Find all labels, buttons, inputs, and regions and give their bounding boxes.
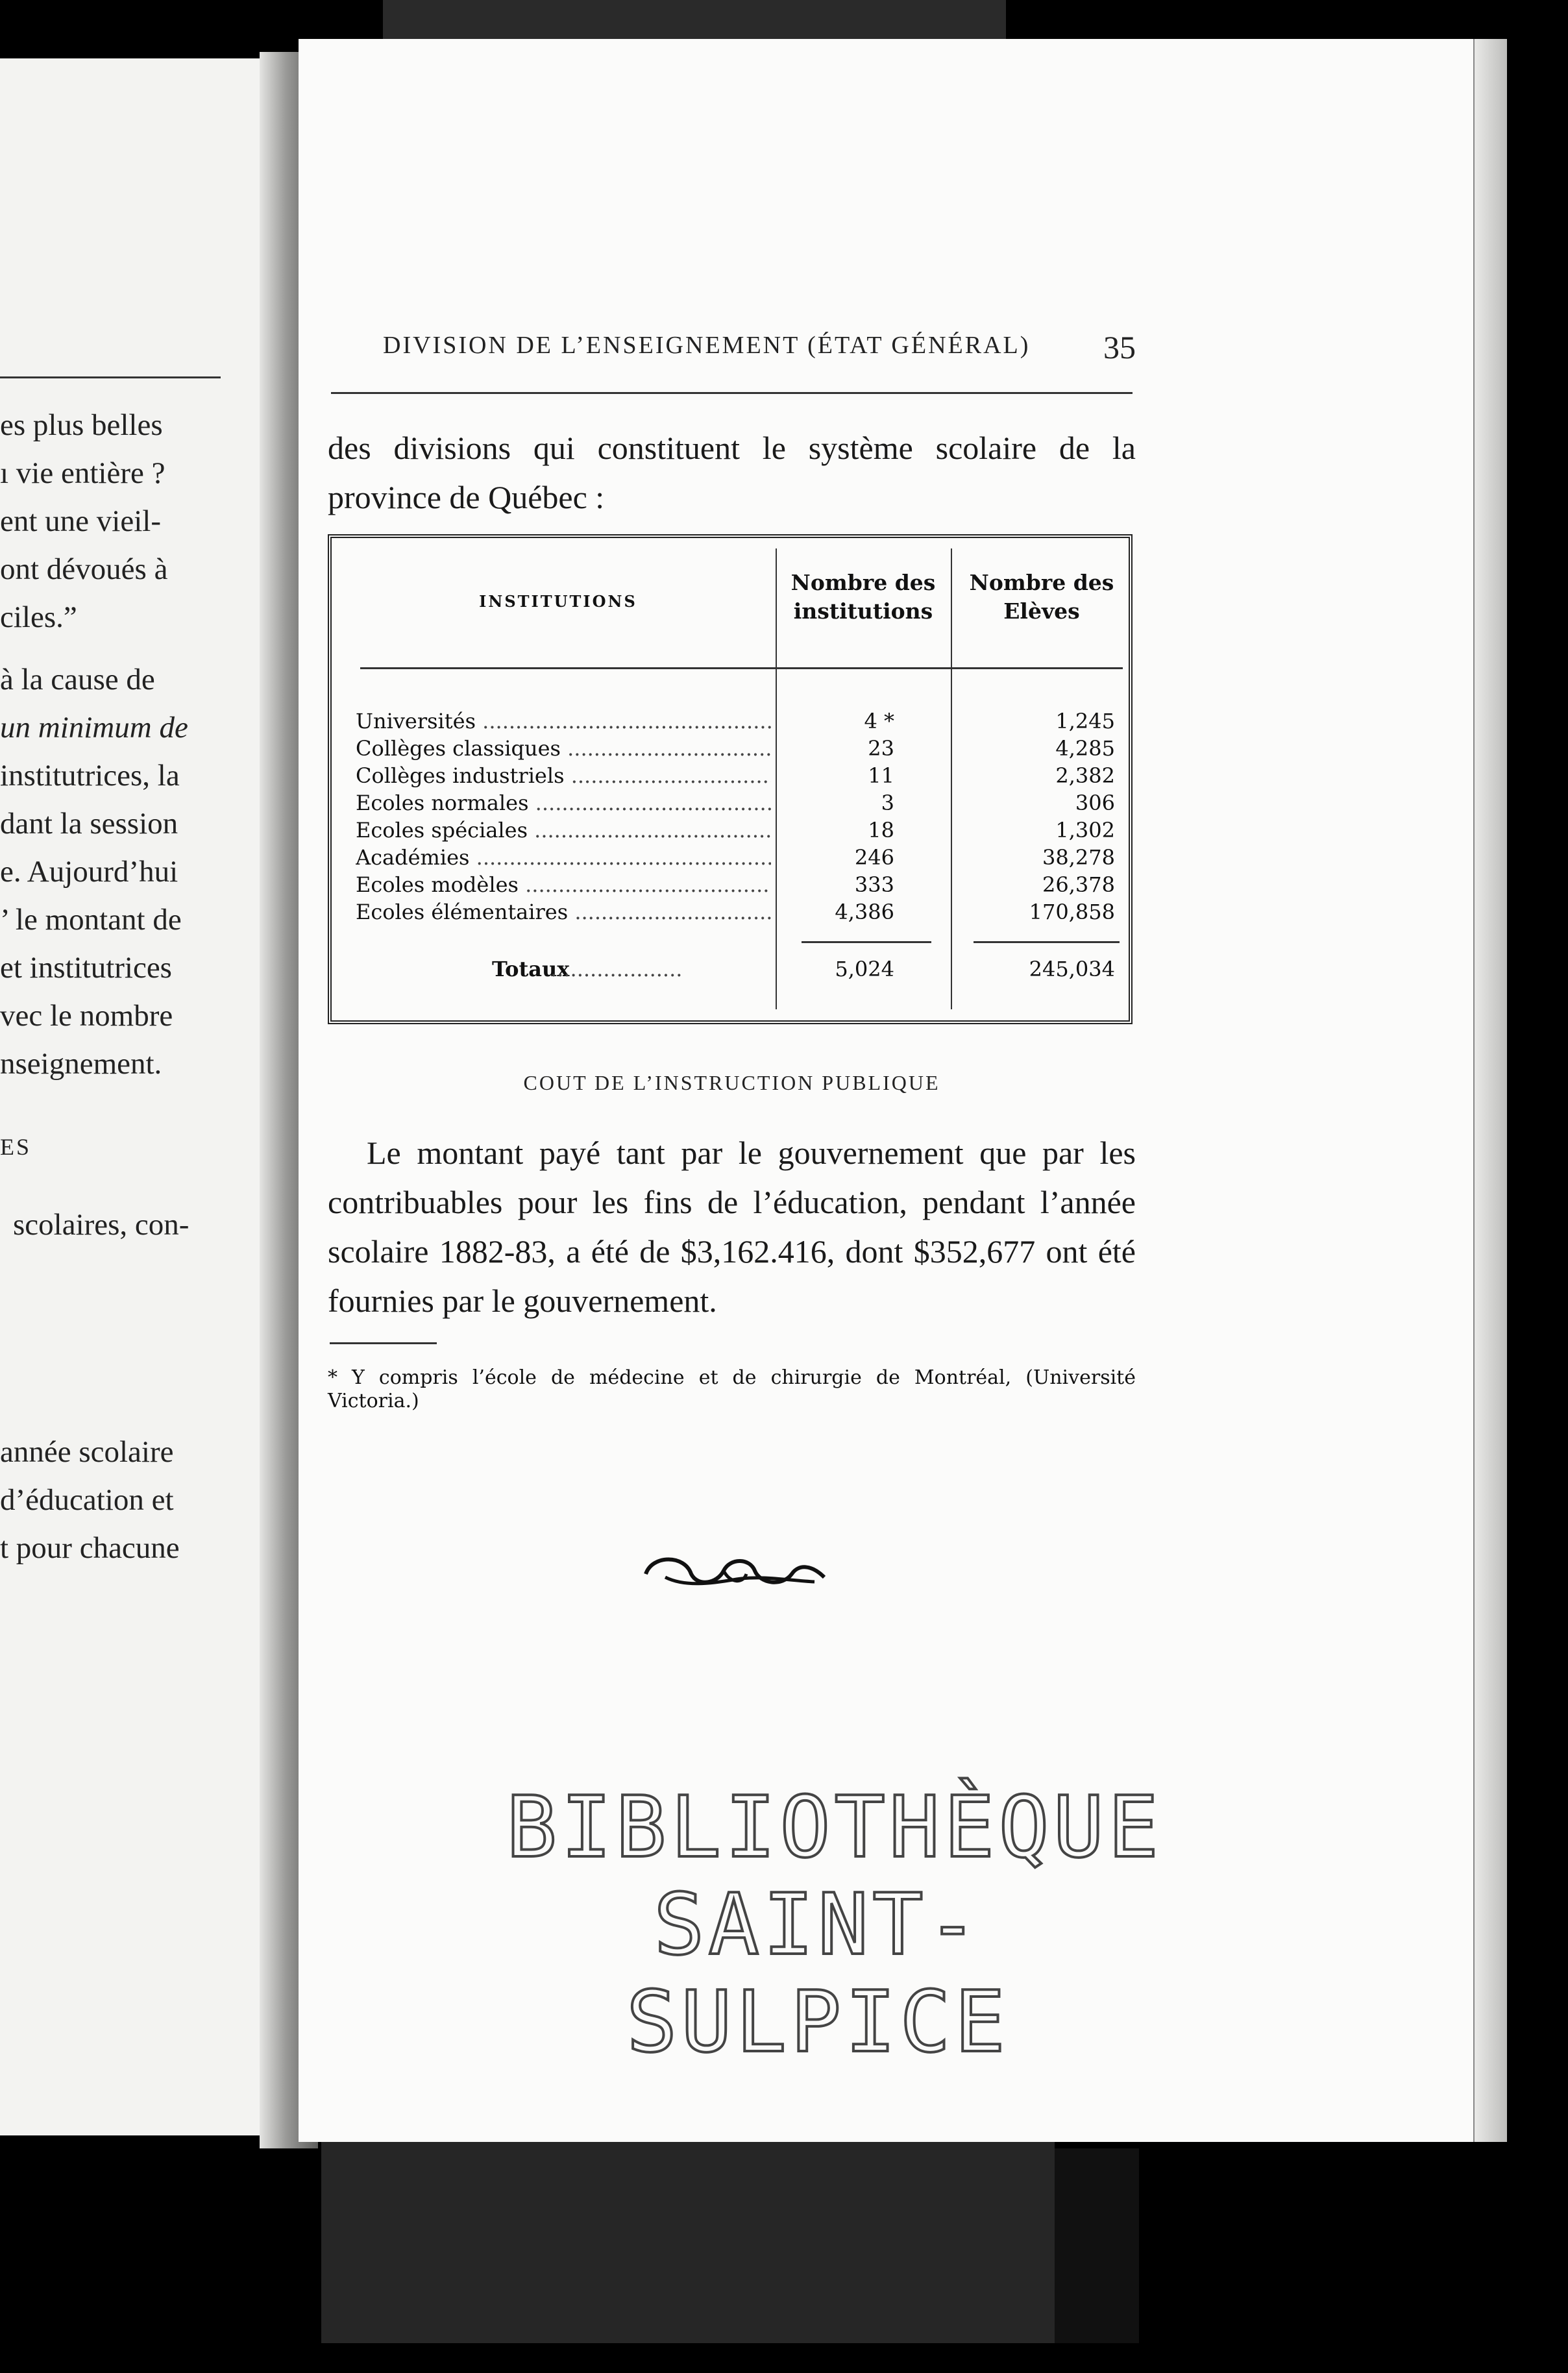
left-page-line: ı vie entière ? <box>0 456 165 490</box>
totals-eleves: 245,034 <box>1029 957 1115 981</box>
row-name: Universités ..... <box>356 707 771 735</box>
row-name: Collèges industriels ..... <box>356 762 771 789</box>
intro-paragraph: des divisions qui constituent le système scolaire de la province de Québec : <box>328 430 1136 515</box>
row-eleves: 1,245 <box>1055 709 1115 733</box>
row-name: Académies ..... <box>356 844 771 871</box>
row-institutions: 11 <box>868 763 894 788</box>
totals-label: Totaux <box>492 957 570 981</box>
row-eleves: 26,378 <box>1042 872 1115 897</box>
right-page-edge <box>1473 39 1507 2142</box>
left-page-line: à la cause de <box>0 663 155 696</box>
column-header-nombre-eleves: Nombre des Elèves <box>969 570 1114 624</box>
row-institutions: 23 <box>868 736 894 761</box>
running-header-title: DIVISION DE L’ENSEIGNEMENT (ÉTAT GÉNÉRAL) <box>383 332 1031 359</box>
left-page-line: institutrices, la <box>0 759 180 793</box>
totals-row <box>356 955 1128 983</box>
table-row <box>356 844 1128 871</box>
ornament-icon <box>639 1548 834 1593</box>
row-eleves: 170,858 <box>1029 900 1115 924</box>
footnote: * Y compris l’école de médecine et de chirurgie de Montréal, (Université Victoria.) <box>328 1366 1136 1412</box>
left-page-line: année scolaire <box>0 1435 174 1469</box>
left-page-line: ont dévoués à <box>0 552 168 586</box>
column-header-institutions: INSTITUTIONS <box>479 592 637 611</box>
table-row <box>356 871 1128 898</box>
row-name: Collèges classiques ..... <box>356 735 771 762</box>
table-row <box>356 762 1128 789</box>
left-page-line: ’ le montant de <box>0 903 182 937</box>
body-paragraph: Le montant payé tant par le gouvernement que par les contribuables pour les fins de l’éducation, pendant l’année scolaire 1882-83, a été de $3,162.416, dont $352,677 ont été fournies par le gouvernement. <box>328 1135 1136 1319</box>
left-page-line: vec le nombre <box>0 999 173 1033</box>
scanner-bottom-strip <box>321 2135 1055 2343</box>
row-eleves: 2,382 <box>1055 763 1115 788</box>
totals-rule-institutions <box>802 941 931 943</box>
totals-institutions: 5,024 <box>835 957 894 981</box>
row-institutions: 4,386 <box>835 900 894 924</box>
row-name: Ecoles modèles ..... <box>356 871 771 898</box>
page-number: 35 <box>1103 329 1136 365</box>
left-page-line: e. Aujourd’hui <box>0 855 178 889</box>
left-page-rule <box>0 376 221 378</box>
table-row <box>356 789 1128 817</box>
left-page-line: ent une vieil- <box>0 504 161 538</box>
table-row <box>356 707 1128 735</box>
row-eleves: 1,302 <box>1055 818 1115 842</box>
row-institutions: 18 <box>868 818 894 842</box>
row-eleves: 38,278 <box>1042 845 1115 870</box>
left-page-line: dant la session <box>0 807 178 841</box>
row-institutions: 333 <box>854 872 894 897</box>
row-name: Ecoles spéciales ..... <box>356 817 771 844</box>
totals-leader: .................... <box>550 957 683 981</box>
stamp-line: SAINT-SULPICE <box>626 1875 1009 2071</box>
running-header <box>383 329 1136 365</box>
row-institutions: 246 <box>854 845 894 870</box>
left-page-line: scolaires, con- <box>13 1208 190 1242</box>
row-eleves: 306 <box>1075 791 1115 815</box>
table-header-rule <box>360 667 1123 669</box>
row-institutions: 4 * <box>864 709 894 733</box>
row-institutions: 3 <box>881 791 894 815</box>
left-page-line: ES <box>0 1134 32 1160</box>
left-page-line: nseignement. <box>0 1047 162 1081</box>
left-page-line: et institutrices <box>0 951 172 985</box>
left-page <box>0 58 279 2135</box>
left-page-line: d’éducation et <box>0 1483 174 1517</box>
column-header-nombre-institutions: Nombre des institutions <box>790 570 936 624</box>
header-rule <box>331 392 1133 394</box>
totals-rule-eleves <box>974 941 1120 943</box>
library-stamp <box>506 1778 1163 2071</box>
table-row <box>356 817 1128 844</box>
footnote-rule <box>330 1342 437 1344</box>
scanner-bottom-strip-dark <box>1055 2148 1139 2343</box>
left-page-line: t pour chacune <box>0 1531 180 1565</box>
section-title: COUT DE L’INSTRUCTION PUBLIQUE <box>523 1071 940 1094</box>
row-eleves: 4,285 <box>1055 736 1115 761</box>
table-row <box>356 898 1128 926</box>
left-page-line: ciles.” <box>0 600 77 634</box>
table-row <box>356 735 1128 762</box>
row-name: Ecoles élémentaires ..... <box>356 898 771 926</box>
left-page-line: un minimum de <box>0 711 188 744</box>
left-page-line: es plus belles <box>0 408 163 442</box>
stamp-line: BIBLIOTHÈQUE <box>506 1778 1163 1876</box>
row-name: Ecoles normales ..... <box>356 789 771 817</box>
